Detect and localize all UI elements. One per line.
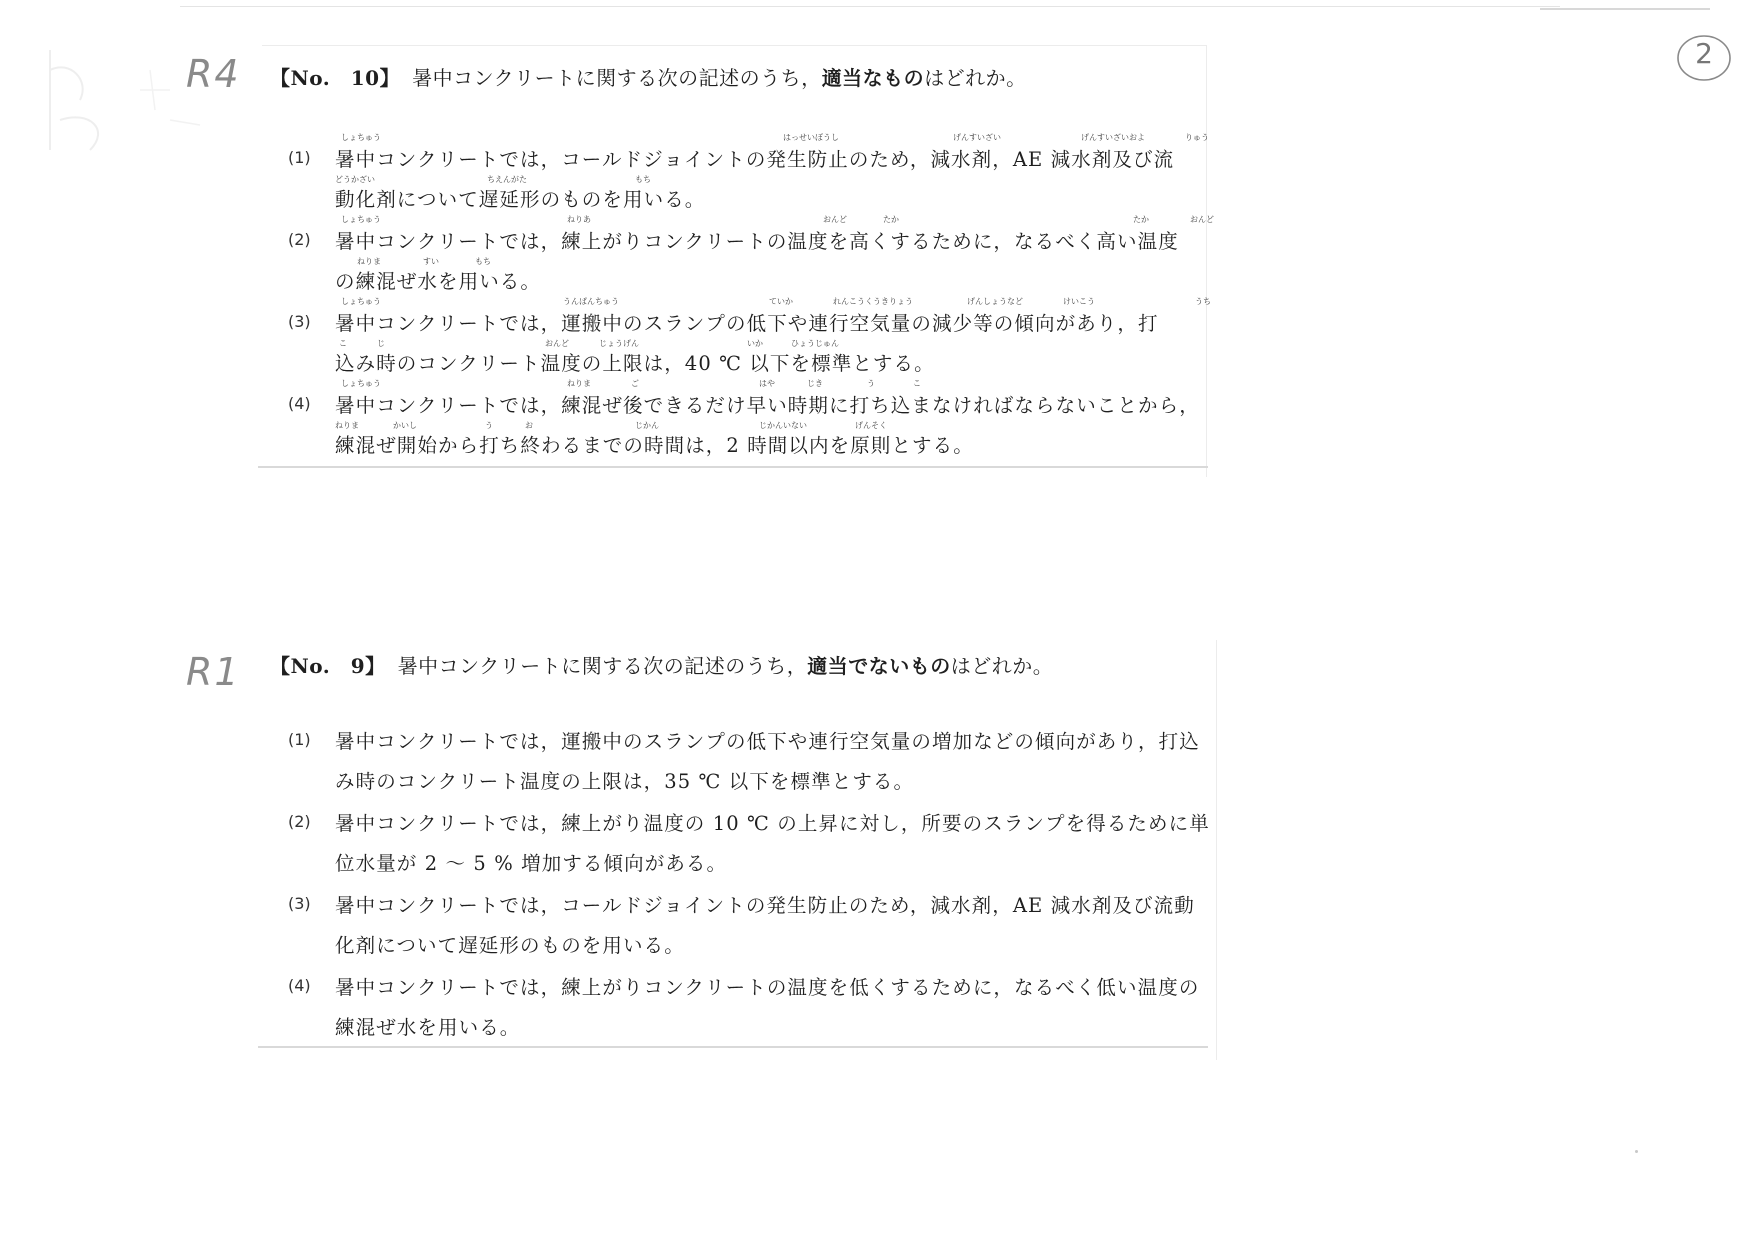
option-text-line-1: 暑中コンクリートでは，コールドジョイントの発生防止のため，減水剤，AE 減水剤及び流動 (335, 894, 1195, 917)
ruby-row (335, 214, 1215, 224)
ruby-text: うち (1195, 297, 1211, 306)
option-text-line-2: 込み時のコンクリート温度の上限は，40 ℃ 以下を標準とする。 (335, 352, 935, 375)
option-text-line-2: 動化剤について遅延形のものを用いる。 (335, 188, 706, 211)
option-text-line-1: 暑中コンクリートでは，コールドジョイントの発生防止のため，減水剤，AE 減水剤及び流 (335, 148, 1175, 171)
option-label: (4) (288, 394, 311, 413)
ruby-row (335, 174, 1215, 184)
question-prompt-emphasis: 適当なもの (821, 66, 925, 90)
ruby-text: じかんいない (759, 421, 807, 430)
ruby-text: れんこうくうきりょう (833, 297, 913, 306)
option-text-line-2: 練混ぜ開始から打ち終わるまでの時間は，2 時間以内を原則とする。 (335, 434, 974, 457)
ruby-text: しょちゅう (341, 133, 381, 142)
ruby-row (335, 256, 1215, 266)
ruby-text: おんど (545, 339, 569, 348)
ruby-text: こ (339, 339, 347, 348)
option-label: (2) (288, 812, 311, 831)
option-label: (4) (288, 976, 311, 995)
scan-edge-line-right (1540, 8, 1710, 10)
ruby-text: ねりま (567, 379, 591, 388)
ruby-text: たか (883, 215, 899, 224)
option-label: (1) (288, 148, 311, 167)
option-label: (1) (288, 730, 311, 749)
ruby-text: もち (635, 175, 651, 184)
ruby-text: げんすいざいおよ (1081, 133, 1145, 142)
ruby-text: う (485, 421, 493, 430)
ruby-text: う (867, 379, 875, 388)
ruby-text: かいし (393, 421, 417, 430)
ruby-text: ねりま (335, 421, 359, 430)
ruby-text: たか (1133, 215, 1149, 224)
ruby-text: どうかざい (335, 175, 375, 184)
ruby-text: しょちゅう (341, 215, 381, 224)
ruby-text: ひょうじゅん (791, 339, 839, 348)
option-text-line-2: 化剤について遅延形のものを用いる。 (335, 934, 685, 957)
ruby-row (335, 338, 1215, 348)
question-prompt-after: はどれか。 (924, 66, 1027, 90)
option-text-line-1: 暑中コンクリートでは，運搬中のスランプの低下や連行空気量の増加などの傾向があり，打込 (335, 730, 1200, 753)
faint-scan-artifact (30, 30, 230, 170)
margin-note-r1: R1 (186, 650, 241, 694)
ruby-text: お (525, 421, 533, 430)
question-prompt-before: 暑中コンクリートに関する次の記述のうち， (412, 66, 822, 90)
option-text-line-2: 位水量が 2 ～ 5 % 増加する傾向がある。 (335, 852, 728, 875)
ruby-text: ていか (769, 297, 793, 306)
ruby-text: じき (807, 379, 823, 388)
ruby-text: じ (377, 339, 385, 348)
ruby-text: ねりま (357, 257, 381, 266)
ruby-text: ちえんがた (487, 175, 527, 184)
ruby-row (335, 378, 1215, 388)
question-10-heading-ruby (400, 54, 1280, 64)
option-label: (3) (288, 312, 311, 331)
ruby-text: ねりあ (567, 215, 591, 224)
question-10-heading (270, 62, 1027, 91)
margin-note-r4: R4 (186, 52, 241, 96)
ruby-text: いか (747, 339, 763, 348)
option-label: (3) (288, 894, 311, 913)
page-number (1675, 32, 1733, 84)
ruby-text: じょうげん (599, 339, 639, 348)
option-text-line-1: 暑中コンクリートでは，練上がり温度の 10 ℃ の上昇に対し，所要のスランプを得るために単 (335, 812, 1210, 835)
ruby-row (335, 132, 1215, 142)
ruby-text: すい (423, 257, 439, 266)
ruby-text: けいこう (1063, 297, 1095, 306)
question-9 (255, 640, 1210, 1060)
ruby-text: りゅう (1185, 133, 1209, 142)
question-number: 【No. 10】 (270, 66, 401, 90)
question-9-heading (270, 650, 1053, 679)
option-text-line-1: 暑中コンクリートでは，練上がりコンクリートの温度を高くするために，なるべく高い温度 (335, 230, 1179, 253)
question-prompt-after: はどれか。 (950, 654, 1054, 678)
option-text-line-1: 暑中コンクリートでは，練上がりコンクリートの温度を低くするために，なるべく低い温度の (335, 976, 1200, 999)
ruby-text: じかん (635, 421, 659, 430)
question-10 (255, 0, 1214, 480)
ruby-text: げんすいざい (953, 133, 1001, 142)
question-prompt-emphasis: 適当でないもの (807, 654, 951, 678)
question-prompt-before: 暑中コンクリートに関する次の記述のうち， (397, 654, 808, 678)
ruby-text: はっせいぼうし (783, 133, 839, 142)
ruby-text: げんしょうなど (967, 297, 1023, 306)
ruby-text: おんど (1190, 215, 1214, 224)
ruby-text: うんぱんちゅう (563, 297, 619, 306)
ruby-row (335, 420, 1215, 430)
page-number-text: 2 (1695, 37, 1713, 70)
option-text-line-2: み時のコンクリート温度の上限は，35 ℃ 以下を標準とする。 (335, 770, 915, 793)
question-number: 【No. 9】 (270, 654, 386, 678)
ruby-text: ご (631, 379, 639, 388)
ruby-text: しょちゅう (341, 297, 381, 306)
option-text-line-2: 練混ぜ水を用いる。 (335, 1016, 521, 1039)
ruby-text: もち (475, 257, 491, 266)
question-9-frame-right (1216, 640, 1217, 1060)
ruby-row (335, 296, 1215, 306)
option-text-line-1: 暑中コンクリートでは，運搬中のスランプの低下や連行空気量の減少等の傾向があり，打 (335, 312, 1159, 335)
ruby-text: げんそく (855, 421, 887, 430)
option-text-line-1: 暑中コンクリートでは，練混ぜ後できるだけ早い時期に打ち込まなければならないことから， (335, 394, 1200, 417)
ruby-text: こ (913, 379, 921, 388)
ruby-text: おんど (823, 215, 847, 224)
scan-speck (1635, 1150, 1638, 1153)
ruby-text: はや (759, 379, 775, 388)
ruby-text: しょちゅう (341, 379, 381, 388)
option-text-line-2: の練混ぜ水を用いる。 (335, 270, 542, 293)
option-label: (2) (288, 230, 311, 249)
